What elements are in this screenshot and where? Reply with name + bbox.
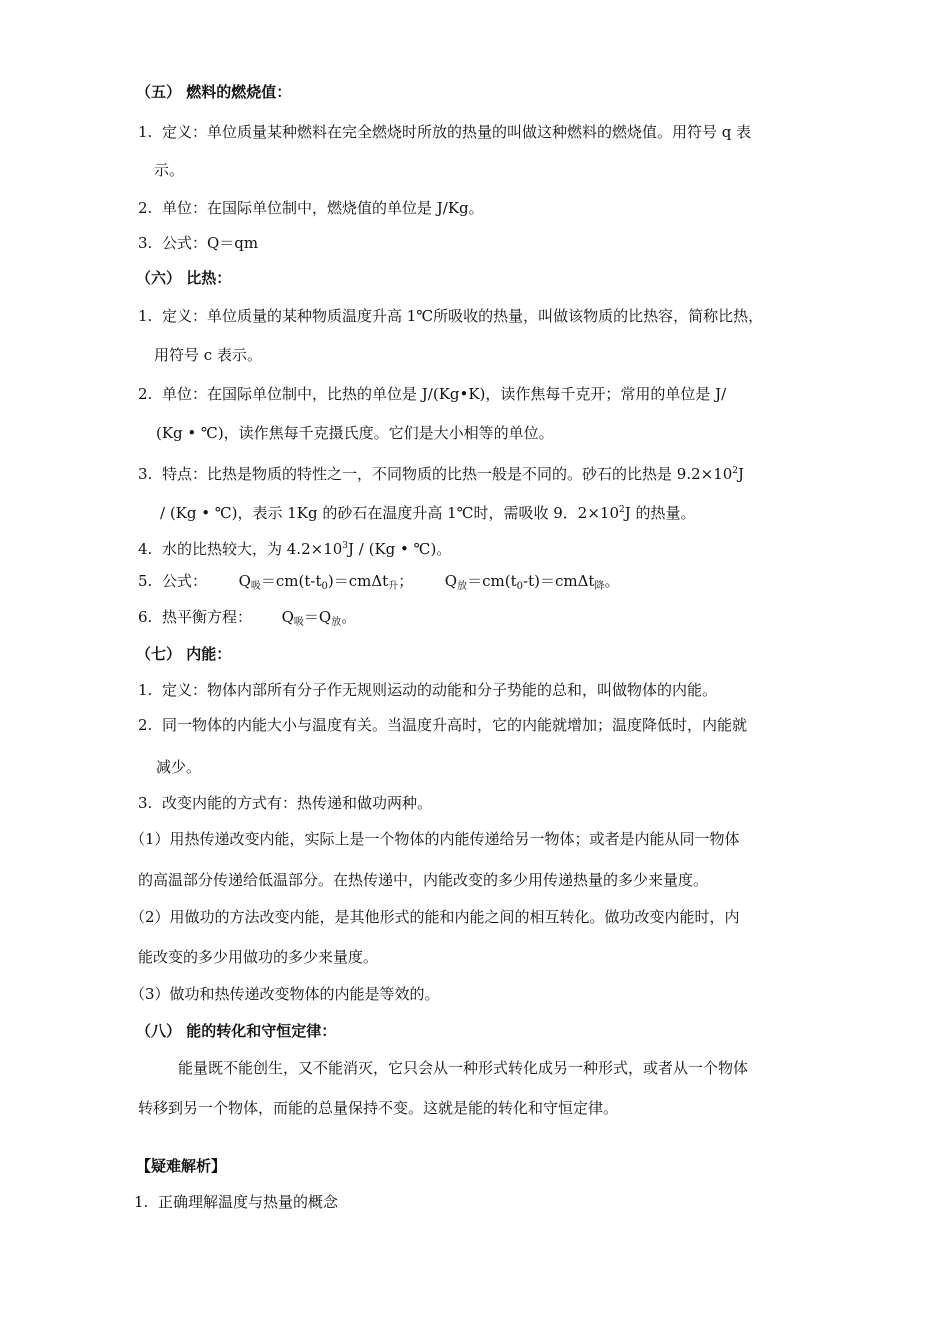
superscript: 2	[732, 466, 739, 476]
list-text: 公式：Q＝qm	[162, 234, 259, 252]
list-item	[138, 384, 726, 404]
list-text: 水的比热较大，为 4.2×10	[162, 540, 343, 558]
section-title-energy-conservation: （八） 能的转化和守恒定律：	[136, 1022, 337, 1040]
list-text: 单位：在国际单位制中，燃烧值的单位是 J/Kg。	[162, 199, 484, 217]
list-number: 1.	[138, 681, 153, 699]
list-item-continued: 减少。	[156, 758, 202, 776]
list-text: 特点：比热是物质的特性之一，不同物质的比热一般是不同的。砂石的比热是 9.2×10	[162, 465, 733, 483]
formula-text: ＝cm(t	[467, 572, 517, 590]
formula-heat-released	[445, 572, 620, 590]
formula-text: 。	[341, 608, 357, 626]
list-text: 正确理解温度与热量的概念	[158, 1193, 339, 1211]
list-text: 定义：单位质量某种燃料在完全燃烧时所放的热量的叫做这种燃料的燃烧值。用符号 q 表	[162, 123, 752, 141]
list-item	[138, 715, 747, 735]
formula-text: Q	[281, 608, 294, 626]
list-number: 2.	[138, 716, 153, 734]
formula-text: 。	[604, 572, 620, 590]
list-number: 2.	[138, 199, 153, 217]
list-text: 同一物体的内能大小与温度有关。当温度升高时，它的内能就增加；温度降低时，内能就	[162, 716, 748, 734]
list-text: 改变内能的方式有：热传递和做功两种。	[162, 794, 433, 812]
subscript: 吸	[293, 617, 304, 628]
list-text: J / (Kg • ℃)。	[348, 540, 452, 558]
list-text: J 的热量。	[624, 504, 696, 522]
superscript: 2	[619, 505, 625, 515]
section-title-specific-heat: （六） 比热：	[136, 269, 232, 287]
formula-text: Q	[238, 572, 251, 590]
list-item	[138, 536, 451, 559]
formula-text: )＝cmΔt	[327, 572, 389, 590]
list-text: 公式：	[162, 572, 208, 590]
list-item	[138, 793, 432, 813]
section-title-fuel-value: （五） 燃料的燃烧值：	[136, 83, 292, 101]
list-number: 1.	[134, 1193, 149, 1211]
list-text: 热平衡方程：	[162, 608, 253, 626]
list-number: 5.	[138, 572, 153, 590]
list-item-formula	[138, 571, 619, 597]
paragraph-line: 能改变的多少用做功的多少来量度。	[138, 948, 379, 966]
paragraph-line: （3）做功和热传递改变物体的内能是等效的。	[130, 985, 440, 1003]
list-text: 单位：在国际单位制中，比热的单位是 J/(Kg•K)，读作焦每千克开；常用的单位是 J/	[162, 385, 727, 403]
list-text: 定义：单位质量的某种物质温度升高 1℃所吸收的热量，叫做该物质的比热容，简称比热，	[162, 307, 764, 325]
subscript: 吸	[250, 581, 261, 592]
list-item	[134, 1192, 338, 1212]
list-item	[138, 461, 744, 484]
formula-heat-absorbed	[239, 572, 414, 590]
list-item-formula	[138, 607, 356, 633]
subscript: 放	[457, 581, 468, 592]
formula-text: ＝cm(t-t	[260, 572, 322, 590]
paragraph-line: （1）用热传递改变内能，实际上是一个物体的内能传递给另一物体；或者是内能从同一物体	[130, 830, 740, 848]
list-number: 6.	[138, 608, 153, 626]
list-number: 1.	[138, 307, 153, 325]
list-item-continued: 用符号 c 表示。	[154, 346, 262, 364]
list-item-continued	[160, 500, 696, 523]
formula-text: ；	[398, 572, 414, 590]
list-text: J	[738, 465, 745, 483]
paragraph-line: 能量既不能创生，又不能消灭，它只会从一种形式转化成另一种形式，或者从一个物体	[178, 1059, 749, 1077]
list-item-continued: (Kg • ℃)，读作焦每千克摄氏度。它们是大小相等的单位。	[156, 424, 554, 442]
list-number: 1.	[138, 123, 153, 141]
paragraph-line: （2）用做功的方法改变内能，是其他形式的能和内能之间的相互转化。做功改变内能时，内	[130, 908, 740, 926]
subscript: 降	[594, 581, 605, 592]
formula-heat-balance	[282, 608, 357, 626]
list-number: 2.	[138, 385, 153, 403]
subscript: 升	[388, 581, 399, 592]
subscript: 0	[516, 581, 523, 592]
formula-text: -t)＝cmΔt	[523, 572, 595, 590]
subscript: 0	[321, 581, 328, 592]
list-item	[138, 122, 751, 142]
paragraph-line: 转移到另一个物体，而能的总量保持不变。这就是能的转化和守恒定律。	[138, 1099, 619, 1117]
superscript: 3	[342, 541, 349, 551]
list-item	[138, 306, 763, 326]
list-number: 3.	[138, 465, 153, 483]
list-item	[138, 680, 717, 700]
list-item-continued: 示。	[154, 161, 185, 179]
section-title-difficulty-analysis: 【疑难解析】	[136, 1157, 227, 1175]
list-number: 4.	[138, 540, 153, 558]
paragraph-line: 的高温部分传递给低温部分。在热传递中，内能改变的多少用传递热量的多少来量度。	[138, 871, 709, 889]
list-item	[138, 233, 258, 253]
formula-text: Q	[444, 572, 458, 590]
subscript: 放	[331, 617, 342, 628]
list-text: 定义：物体内部所有分子作无规则运动的动能和分子势能的总和，叫做物体的内能。	[162, 681, 718, 699]
section-title-internal-energy: （七） 内能：	[136, 645, 232, 663]
list-number: 3.	[138, 794, 153, 812]
list-item	[138, 198, 484, 218]
list-number: 3.	[138, 234, 153, 252]
formula-text: ＝Q	[303, 608, 332, 626]
list-text: / (Kg • ℃)，表示 1Kg 的砂石在温度升高 1℃时，需吸收 9．2×10	[160, 504, 619, 522]
